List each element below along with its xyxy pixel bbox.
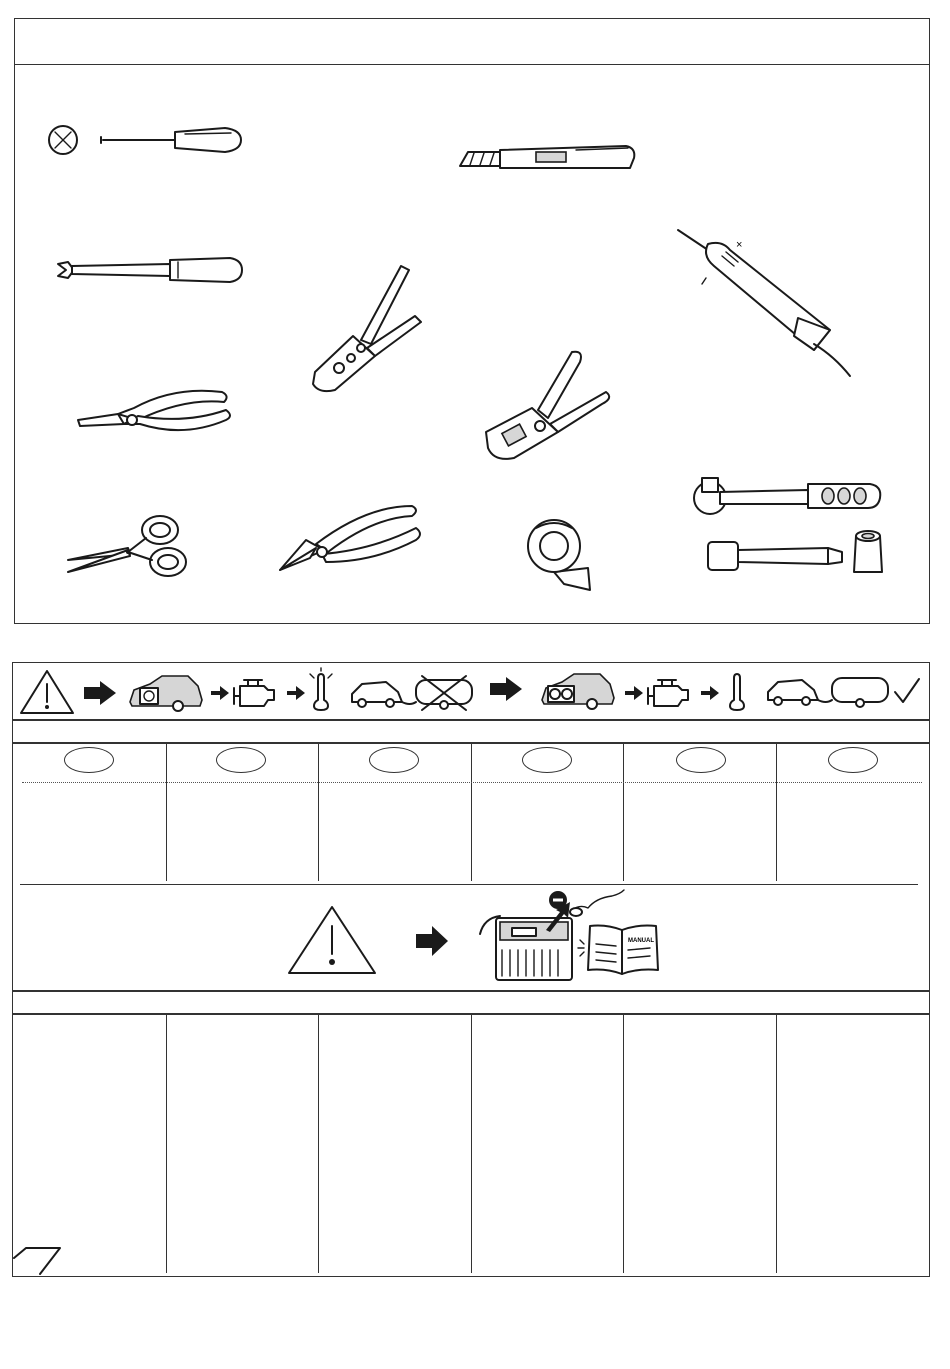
utility-knife-icon — [456, 140, 641, 176]
tools-panel-header — [15, 19, 929, 65]
column-divider — [318, 1015, 319, 1273]
insulating-tape-icon — [524, 514, 594, 594]
small-arrow-icon — [286, 684, 306, 702]
small-arrow-icon — [700, 684, 720, 702]
check-mark-icon — [892, 676, 922, 706]
column-divider — [166, 1015, 167, 1273]
arrow-right-icon — [414, 924, 450, 958]
section-separator — [20, 884, 918, 885]
page-corner-mark — [12, 1246, 64, 1276]
car-socket-icon — [126, 672, 204, 712]
temperature-icon — [724, 670, 750, 712]
manual-label: MANUAL — [628, 938, 654, 944]
column-divider — [471, 743, 472, 881]
wire-stripper-icon — [480, 348, 615, 468]
diagonal-cutters-icon — [276, 500, 426, 580]
column-divider — [623, 1015, 624, 1273]
column-divider — [776, 743, 777, 881]
column-divider — [776, 1015, 777, 1273]
language-badge — [676, 747, 726, 773]
column-divider — [166, 743, 167, 881]
flat-nose-pliers-icon — [74, 380, 234, 440]
language-badge — [216, 747, 266, 773]
trim-removal-tool-icon — [54, 252, 244, 288]
test-light-probe-icon — [674, 226, 864, 386]
language-badge — [369, 747, 419, 773]
manual-book-icon — [576, 920, 668, 976]
language-badge — [522, 747, 572, 773]
small-arrow-icon — [624, 684, 644, 702]
warning-triangle-icon — [18, 668, 76, 716]
language-badge — [64, 747, 114, 773]
table-divider — [12, 990, 930, 992]
column-divider — [318, 743, 319, 881]
warning-triangle-icon — [286, 904, 378, 976]
language-badge — [828, 747, 878, 773]
column-divider — [471, 1015, 472, 1273]
crimping-pliers-icon — [305, 262, 425, 397]
table-divider — [12, 719, 930, 721]
car-trailer-crossed-icon — [348, 672, 478, 714]
car-socket-icon — [538, 670, 618, 712]
probe-plus-sign: × — [736, 239, 743, 251]
ratchet-wrench-icon — [690, 476, 885, 516]
engine-icon — [644, 676, 694, 712]
arrow-right-icon — [82, 680, 118, 706]
arrow-right-icon — [488, 676, 524, 702]
engine-icon — [230, 676, 280, 712]
scissors-icon — [64, 510, 194, 580]
extension-bar-and-socket-icon — [704, 528, 889, 580]
phillips-screwdriver-icon — [45, 120, 245, 160]
dotted-separator — [22, 782, 922, 783]
car-trailer-ok-icon — [764, 670, 894, 712]
small-arrow-icon — [210, 684, 230, 702]
column-divider — [623, 743, 624, 881]
temperature-warning-icon — [306, 668, 336, 712]
